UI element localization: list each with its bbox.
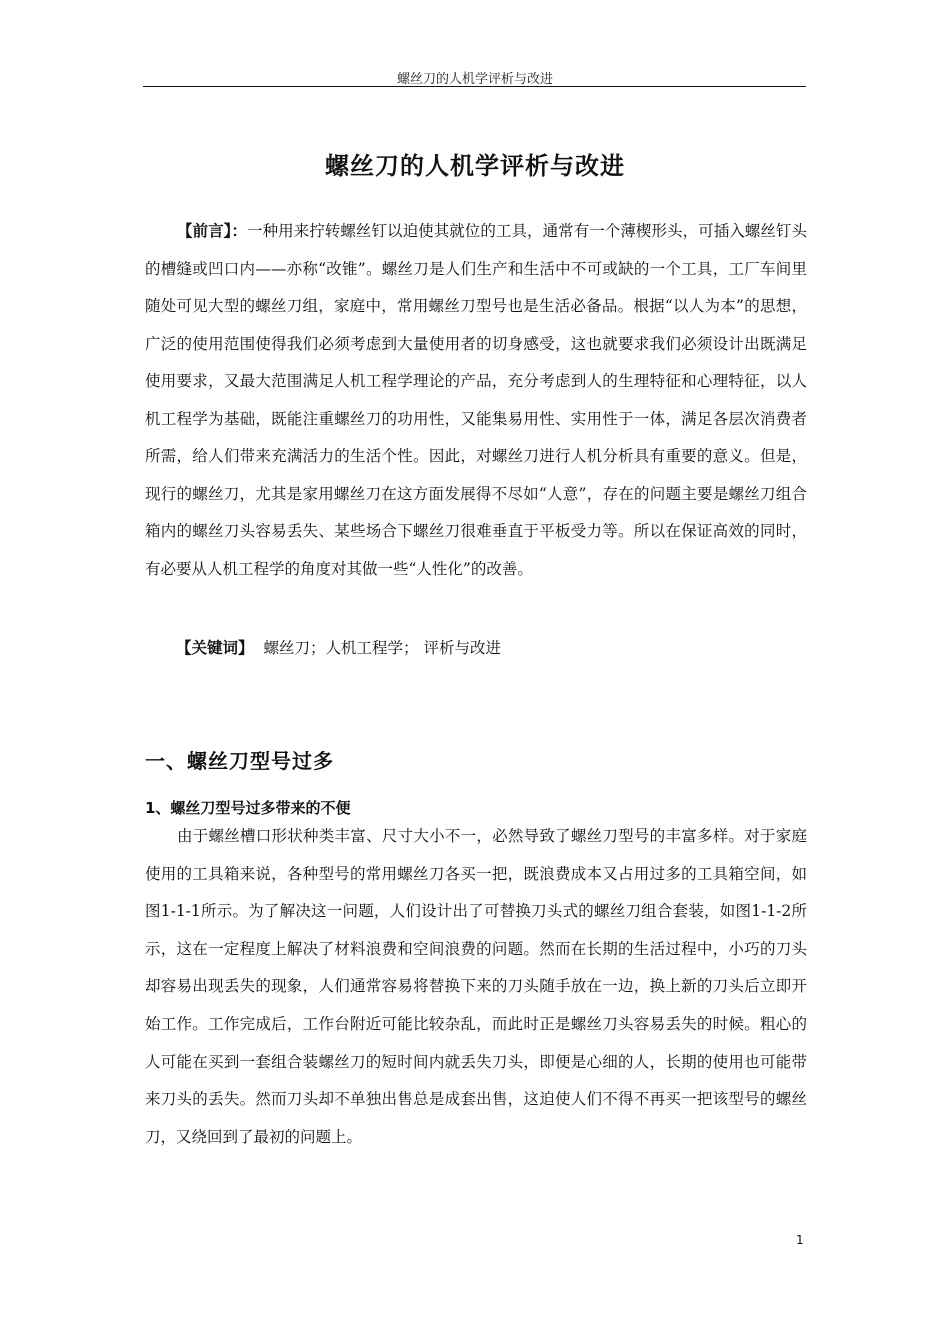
page-number: 1 (796, 1233, 804, 1247)
document-title: 螺丝刀的人机学评析与改进 (325, 151, 625, 180)
preface-paragraph (145, 212, 807, 588)
keywords-line (176, 636, 501, 660)
keywords-text: 螺丝刀；人机工程学； 评析与改进 (263, 639, 501, 657)
section-body-paragraph: 由于螺丝槽口形状种类丰富、尺寸大小不一，必然导致了螺丝刀型号的丰富多样。对于家庭使用的工具箱来说，各种型号的常用螺丝刀各买一把，既浪费成本又占用过多的工具箱空间，如图1-1-1所示。为了解决这一问题，人们设计出了可替换刀头式的螺丝刀组合套装，如图1-1-2所示，这在一定程度上解决了材料浪费和空间浪费的问题。然而在长期的生活过程中，小巧的刀头却容易出现丢失的现象，人们通常容易将替换下来的刀头随手放在一边，换上新的刀头后立即开始工作。工作完成后，工作台附近可能比较杂乱，而此时正是螺丝刀头容易丢失的时候。粗心的人可能在买到一套组合装螺丝刀的短时间内就丢失刀头，即便是心细的人，长期的使用也可能带来刀头的丢失。然而刀头却不单独出售总是成套出售，这迫使人们不得不再买一把该型号的螺丝刀，又绕回到了最初的问题上。 (145, 827, 807, 1146)
running-header: 螺丝刀的人机学评析与改进 (396, 72, 553, 87)
keywords-label: 【关键词】 (176, 638, 254, 657)
header-divider (143, 86, 806, 87)
preface-label: 【前言】： (177, 221, 248, 240)
subsection-heading: 1、螺丝刀型号过多带来的不便 (145, 799, 351, 817)
section-heading: 一、螺丝刀型号过多 (145, 749, 334, 773)
preface-text: 一种用来拧转螺丝钉以迫使其就位的工具，通常有一个薄楔形头，可插入螺丝钉头的槽缝或凹口内——亦称“改锥”。螺丝刀是人们生产和生活中不可或缺的一个工具，工厂车间里随处可见大型的螺丝刀组，家庭中，常用螺丝刀型号也是生活必备品。根据“以人为本”的思想，广泛的使用范围使得我们必须考虑到大量使用者的切身感受，这也就要求我们必须设计出既满足使用要求，又最大范围满足人机工程学理论的产品，充分考虑到人的生理特征和心理特征，以人机工程学为基础，既能注重螺丝刀的功用性，又能集易用性、实用性于一体，满足各层次消费者所需，给人们带来充满活力的生活个性。因此，对螺丝刀进行人机分析具有重要的意义。但是，现行的螺丝刀，尤其是家用螺丝刀在这方面发展得不尽如“人意”，存在的问题主要是螺丝刀组合箱内的螺丝刀头容易丢失、某些场合下螺丝刀很难垂直于平板受力等。所以在保证高效的同时，有必要从人机工程学的角度对其做一些“人性化”的改善。 (145, 222, 807, 578)
